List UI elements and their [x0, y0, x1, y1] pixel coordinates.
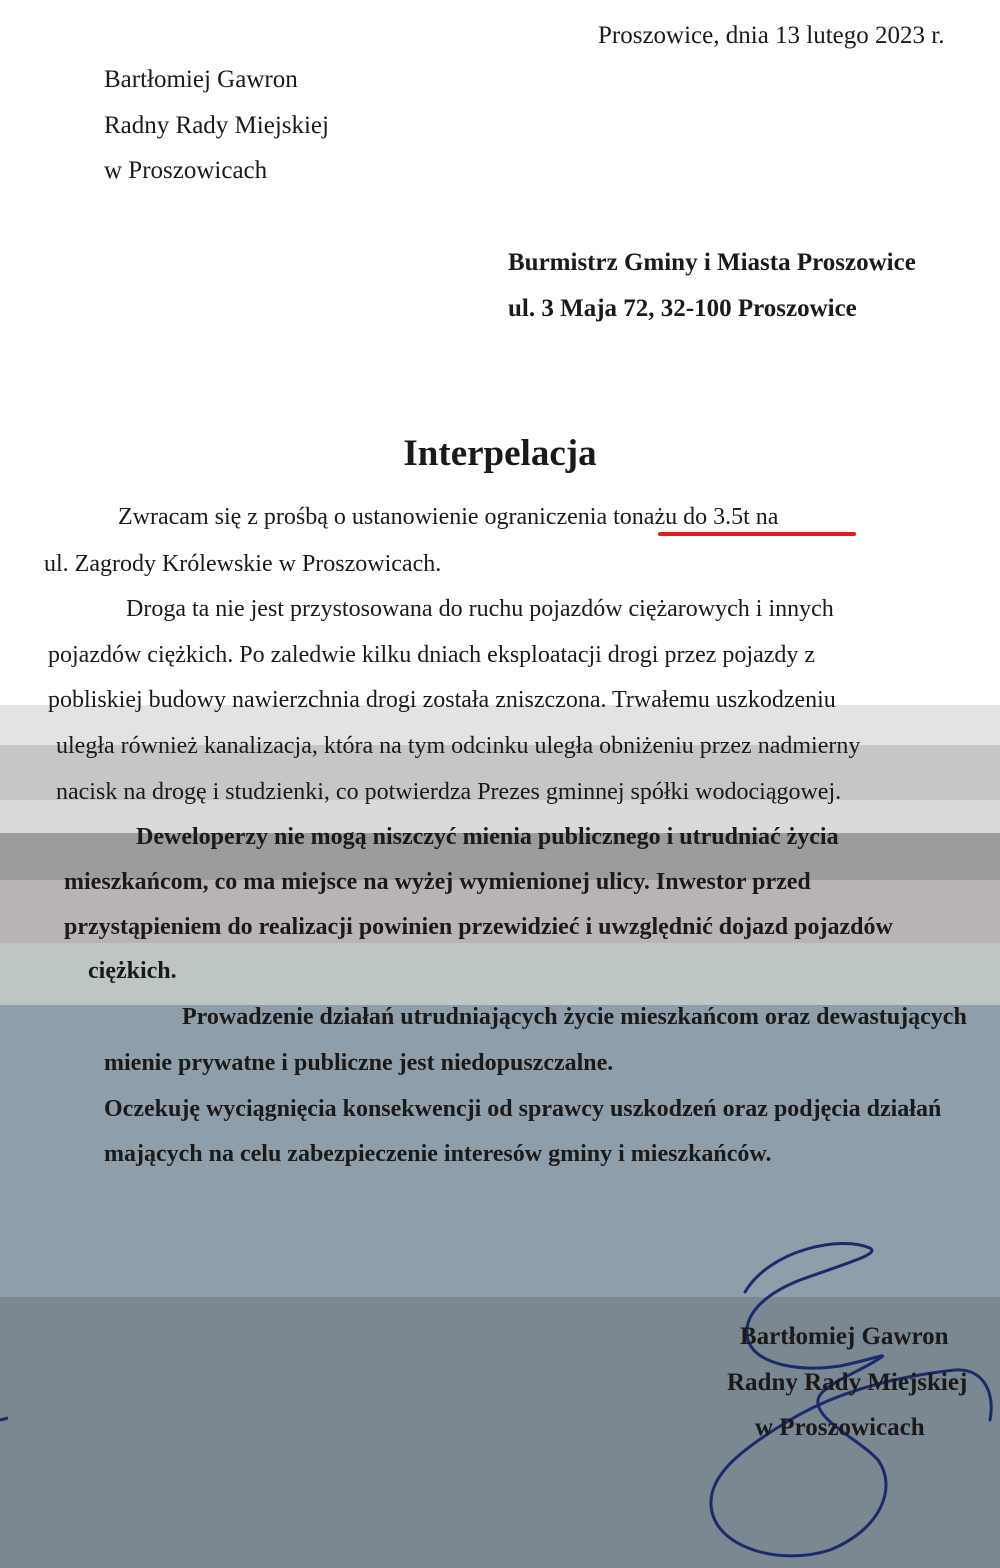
paragraph-line: Zwracam się z prośbą o ustanowienie ograniczenia tonażu do 3.5t na: [118, 504, 779, 530]
paragraph-line: Deweloperzy nie mogą niszczyć mienia publicznego i utrudniać życia: [136, 824, 839, 850]
signature-place: w Proszowicach: [755, 1414, 925, 1441]
sender-place: w Proszowicach: [104, 157, 268, 184]
signature-name: Bartłomiej Gawron: [740, 1323, 949, 1350]
paragraph-line: Prowadzenie działań utrudniających życie mieszkańcom oraz dewastujących: [182, 1004, 967, 1030]
paragraph-line: mieszkańcom, co ma miejsce na wyżej wymienionej ulicy. Inwestor przed: [64, 869, 811, 895]
document-title: Interpelacja: [403, 433, 597, 474]
signature-role: Radny Rady Miejskiej: [727, 1369, 968, 1396]
sender-role: Radny Rady Miejskiej: [104, 112, 329, 139]
paragraph-line: pobliskiej budowy nawierzchnia drogi została zniszczona. Trwałemu uszkodzeniu: [48, 687, 836, 713]
recipient-title: Burmistrz Gminy i Miasta Proszowice: [508, 249, 916, 276]
paragraph-line: mających na celu zabezpieczenie interesów gminy i mieszkańców.: [104, 1141, 772, 1167]
paragraph-line: Oczekuję wyciągnięcia konsekwencji od sprawcy uszkodzeń oraz podjęcia działań: [104, 1096, 942, 1122]
paragraph-line: ciężkich.: [88, 958, 177, 984]
paragraph-line: przystąpieniem do realizacji powinien przewidzieć i uwzględnić dojazd pojazdów: [64, 914, 893, 940]
recipient-address: ul. 3 Maja 72, 32-100 Proszowice: [508, 295, 857, 322]
paragraph-line: pojazdów ciężkich. Po zaledwie kilku dniach eksploatacji drogi przez pojazdy z: [48, 642, 816, 668]
paragraph-line: nacisk na drogę i studzienki, co potwierdza Prezes gminnej spółki wodociągowej.: [56, 779, 842, 805]
paragraph-line: ul. Zagrody Królewskie w Proszowicach.: [44, 551, 442, 577]
paragraph-line: Droga ta nie jest przystosowana do ruchu pojazdów ciężarowych i innych: [126, 596, 834, 622]
sender-name: Bartłomiej Gawron: [104, 66, 298, 93]
paragraph-line: mienie prywatne i publiczne jest niedopuszczalne.: [104, 1050, 614, 1076]
document-date: Proszowice, dnia 13 lutego 2023 r.: [598, 22, 945, 49]
paragraph-line: uległa również kanalizacja, która na tym odcinku uległa obniżeniu przez nadmierny: [56, 733, 861, 759]
